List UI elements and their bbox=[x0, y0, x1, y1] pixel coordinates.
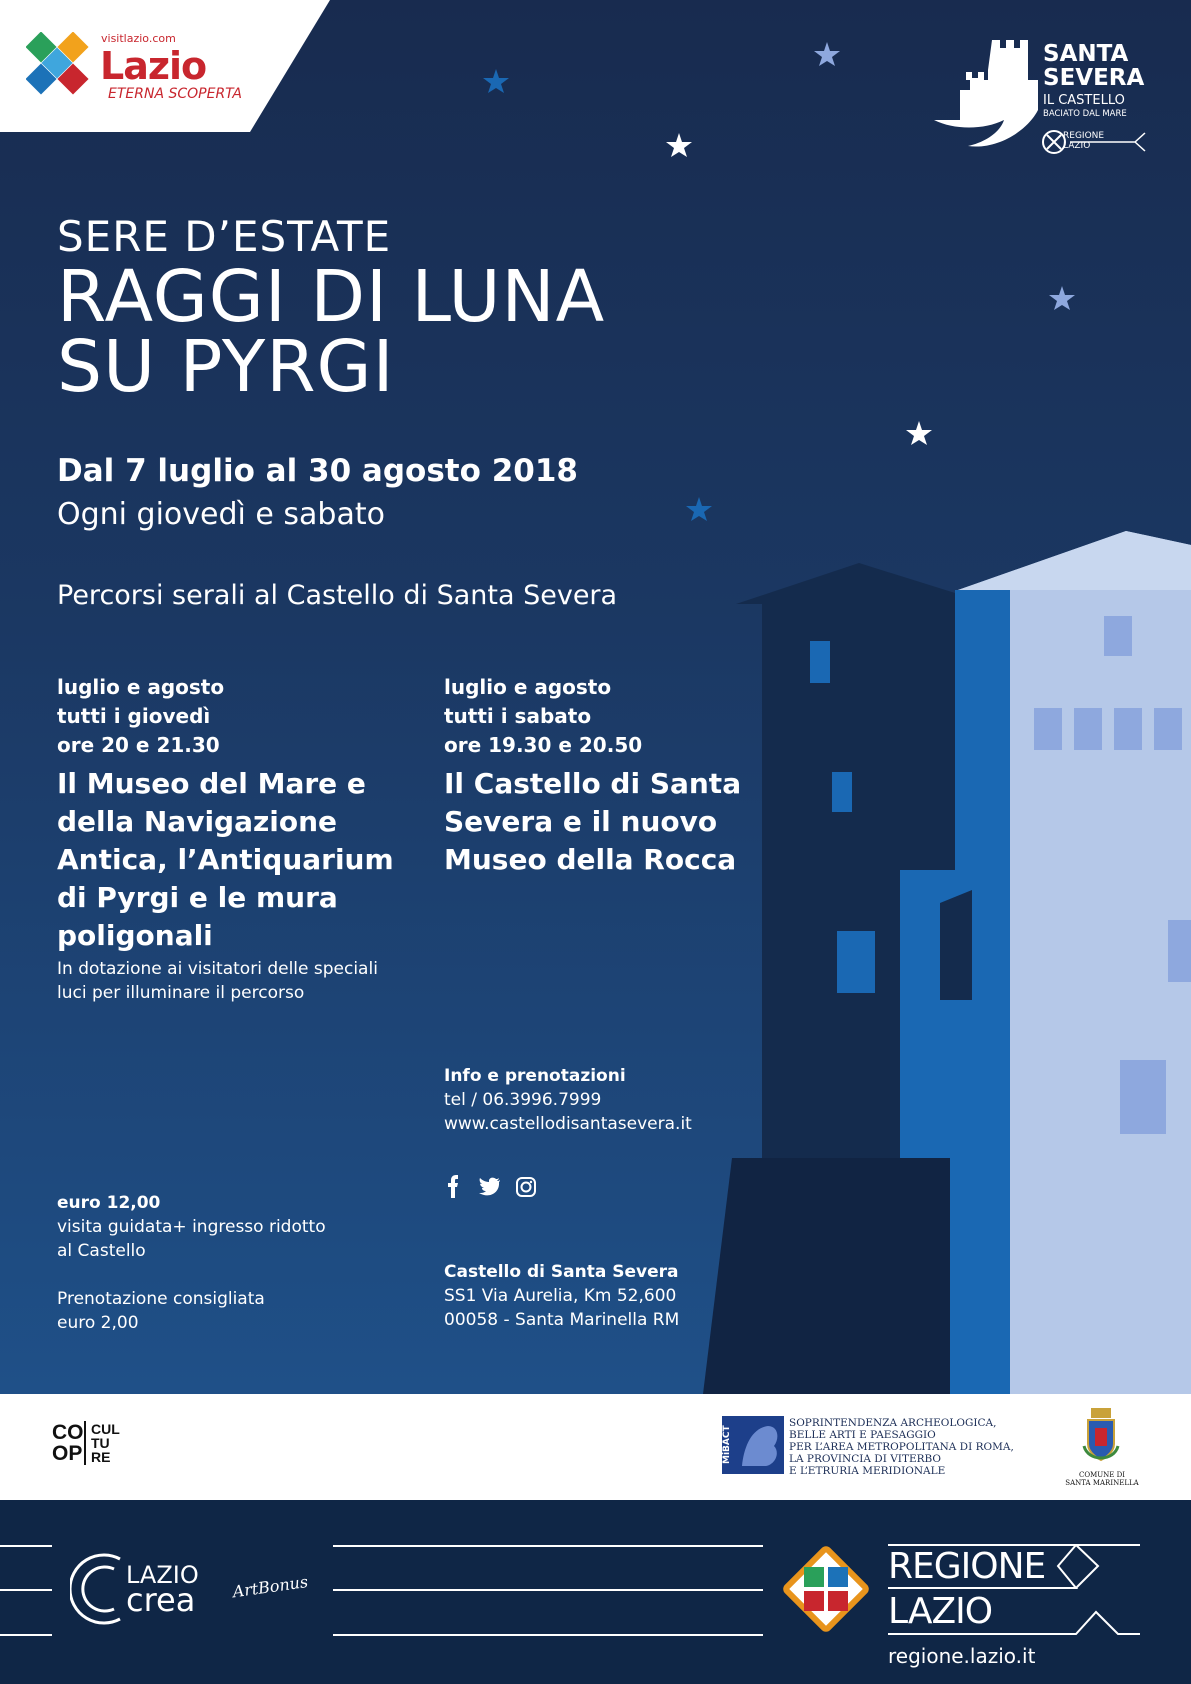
artbonus-logo: ArtBonus bbox=[231, 1572, 310, 1602]
laziocrea-logo-icon bbox=[70, 1551, 126, 1627]
instagram-icon bbox=[517, 1178, 535, 1196]
sponsor-bar bbox=[0, 1394, 1191, 1500]
info-website[interactable]: www.castellodisantasevera.it bbox=[444, 1114, 692, 1134]
tour-thursday bbox=[57, 673, 397, 1005]
address-name: Castello di Santa Severa bbox=[444, 1262, 679, 1282]
tour-saturday bbox=[444, 673, 784, 879]
castle-logo-line1: SANTA SEVERA bbox=[1043, 41, 1145, 91]
castle-logo-icon bbox=[930, 36, 1042, 154]
culture-logo: CUL TU RE bbox=[91, 1421, 120, 1465]
booking-label: Prenotazione consigliata bbox=[57, 1289, 265, 1309]
coop-culture-logo: CO OP bbox=[52, 1421, 84, 1465]
lazio-tagline: ETERNA SCOPERTA bbox=[108, 86, 243, 102]
facebook-icon bbox=[448, 1175, 458, 1198]
moon-icon bbox=[731, 193, 922, 382]
star-icon bbox=[686, 497, 712, 521]
twitter-icon bbox=[479, 1178, 500, 1196]
tour-months: luglio e agosto bbox=[57, 675, 225, 699]
event-title: RAGGI DI LUNA SU PYRGI bbox=[57, 255, 606, 408]
tour-times: ore 20 e 21.30 bbox=[57, 733, 220, 757]
social-icons bbox=[444, 1174, 544, 1200]
laziocrea-text: LAZIO bbox=[126, 1561, 199, 1589]
castle-illustration bbox=[703, 531, 1191, 1394]
star-icon bbox=[483, 69, 509, 93]
address-block bbox=[444, 1260, 774, 1332]
tour-times: ore 19.30 e 20.50 bbox=[444, 733, 643, 757]
laziocrea-text-2: crea bbox=[126, 1581, 196, 1619]
tour-title: Il Castello di Santa Severa e il nuovo Museo della Rocca bbox=[444, 767, 742, 876]
event-subtitle: Percorsi serali al Castello di Santa Severa bbox=[57, 580, 618, 611]
price-block bbox=[57, 1191, 387, 1335]
lazio-wordmark: Lazio bbox=[100, 44, 207, 88]
comune-label: COMUNE DI SANTA MARINELLA bbox=[1065, 1471, 1139, 1487]
price-desc-2: al Castello bbox=[57, 1241, 146, 1261]
footer-bar bbox=[0, 1500, 1191, 1684]
tour-months: luglio e agosto bbox=[444, 675, 612, 699]
address-city: 00058 - Santa Marinella RM bbox=[444, 1310, 680, 1330]
star-icon bbox=[814, 42, 840, 66]
star-icon bbox=[1049, 286, 1075, 310]
event-kicker: SERE D’ESTATE bbox=[57, 212, 392, 261]
event-days: Ogni giovedì e sabato bbox=[57, 497, 385, 532]
booking-fee: euro 2,00 bbox=[57, 1313, 139, 1333]
tour-note: In dotazione ai visitatori delle speciali luci per illuminare il percorso bbox=[57, 959, 378, 1003]
regione-lazio-small-logo-icon bbox=[1040, 129, 1180, 155]
event-dates: Dal 7 luglio al 30 agosto 2018 bbox=[57, 453, 578, 489]
price-desc: visita guidata+ ingresso ridotto bbox=[57, 1217, 326, 1237]
regione-lazio-crest-icon bbox=[780, 1543, 872, 1635]
mibact-label: MiBACT bbox=[722, 1425, 732, 1465]
soprintendenza-text: SOPRINTENDENZA ARCHEOLOGICA, BELLE ARTI E PAESAGGIO PER L’AREA METROPOLITANA DI ROMA, LA PROVINCIA DI VITERBO E L’ETRURIA MERIDIONALE bbox=[789, 1417, 1014, 1477]
star-icon bbox=[666, 133, 932, 445]
lazio-url[interactable]: visitlazio.com bbox=[101, 32, 176, 45]
castle-logo-subtitle: IL CASTELLO bbox=[1043, 93, 1125, 108]
tour-days: tutti i giovedì bbox=[57, 704, 211, 728]
regione-lazio-url[interactable]: regione.lazio.it bbox=[888, 1644, 1036, 1668]
info-phone[interactable]: tel / 06.3996.7999 bbox=[444, 1090, 602, 1110]
santa-marinella-crest-icon bbox=[1080, 1406, 1122, 1468]
regione-lazio-text: REGIONE bbox=[888, 1546, 1046, 1587]
tour-days: tutti i sabato bbox=[444, 704, 592, 728]
tour-title: Il Museo del Mare e della Navigazione Antica, l’Antiquarium di Pyrgi e le mura poligonali bbox=[57, 767, 394, 952]
address-street: SS1 Via Aurelia, Km 52,600 bbox=[444, 1286, 677, 1306]
coop-divider bbox=[84, 1421, 86, 1465]
info-block bbox=[444, 1064, 774, 1136]
price-amount: euro 12,00 bbox=[57, 1193, 161, 1213]
lazio-logo-icon bbox=[26, 32, 98, 102]
regione-lazio-text-2: LAZIO bbox=[888, 1591, 993, 1632]
regione-lazio-small-text: REGIONE LAZIO bbox=[1063, 131, 1105, 151]
info-heading: Info e prenotazioni bbox=[444, 1066, 626, 1086]
castle-logo-tagline: BACIATO DAL MARE bbox=[1043, 109, 1127, 119]
